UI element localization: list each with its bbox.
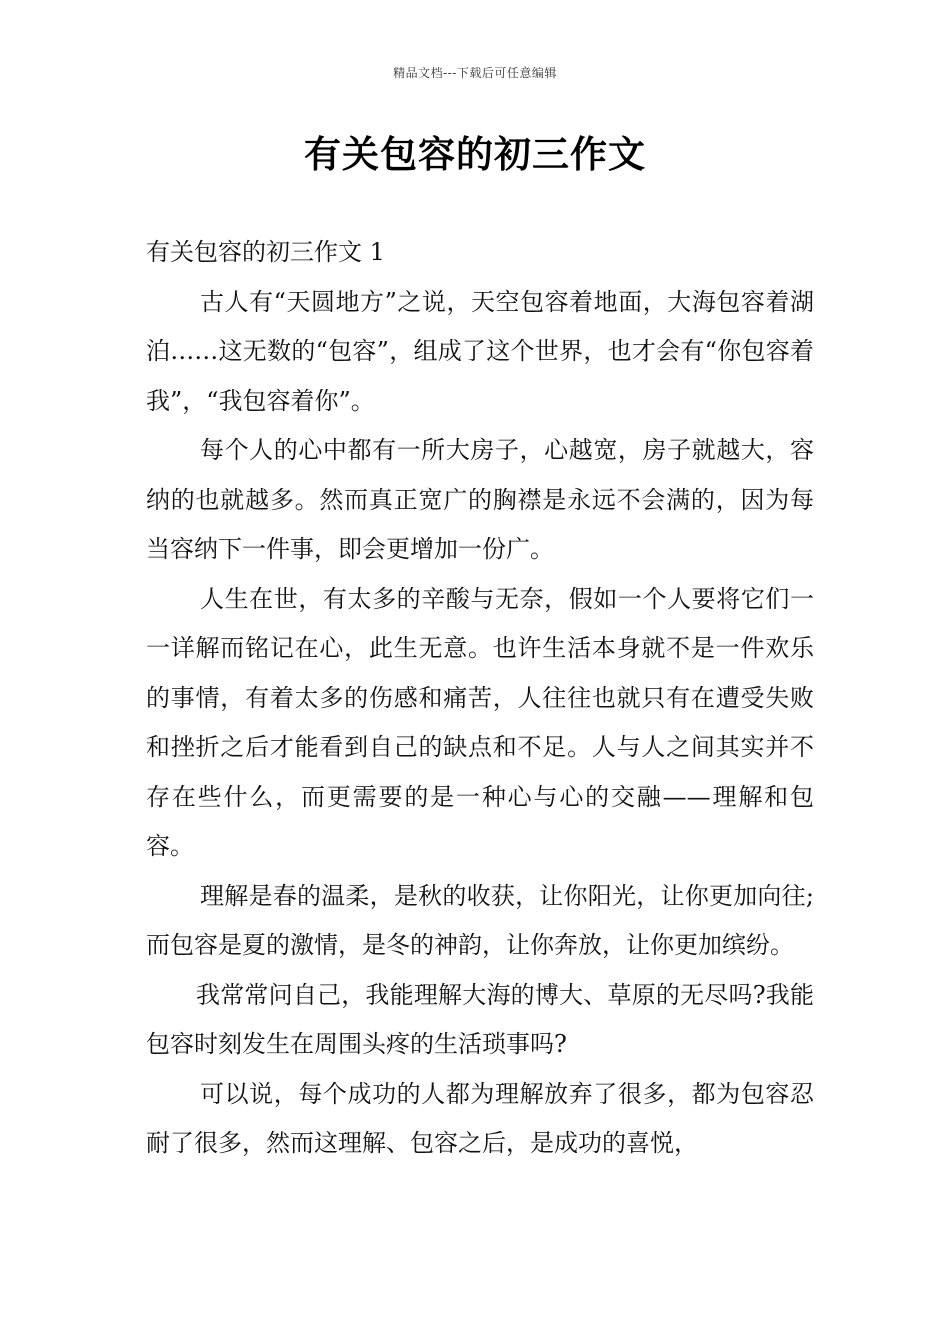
document-title: 有关包容的初三作文 [304, 132, 646, 176]
paragraph-6: 可以说，每个成功的人都为理解放弃了很多，都为包容忍耐了很多，然而这理解、包容之后，是成功的喜悦， [146, 1079, 814, 1157]
running-header: 精品文档---下载后可任意编辑 [393, 66, 557, 80]
paragraph-5: 我常常问自己，我能理解大海的博大、草原的无尽吗?我能包容时刻发生在周围头疼的生活琐事吗? [146, 980, 814, 1058]
paragraph-1: 古人有“天圆地方”之说，天空包容着地面，大海包容着湖泊……这无数的“包容”，组成了这个世界，也才会有“你包容着我”，“我包容着你”。 [146, 287, 814, 415]
paragraph-4: 理解是春的温柔，是秋的收获，让你阳光，让你更加向往;而包容是夏的激情，是冬的神韵，让你奔放，让你更加缤纷。 [146, 881, 814, 959]
document-body [146, 228, 814, 1169]
paragraph-2: 每个人的心中都有一所大房子，心越宽，房子就越大，容纳的也就越多。然而真正宽广的胸襟是永远不会满的，因为每当容纳下一件事，即会更增加一份广。 [146, 436, 814, 563]
paragraph-3: 人生在世，有太多的辛酸与无奈，假如一个人要将它们一一详解而铭记在心，此生无意。也许生活本身就不是一件欢乐的事情，有着太多的伤感和痛苦，人往往也就只有在遭受失败和挫折之后才能看到自己的缺点和不足。人与人之间其实并不存在些什么，而更需要的是一种心与心的交融——理解和包容。 [146, 584, 814, 860]
section-heading: 有关包容的初三作文 1 [146, 238, 385, 266]
